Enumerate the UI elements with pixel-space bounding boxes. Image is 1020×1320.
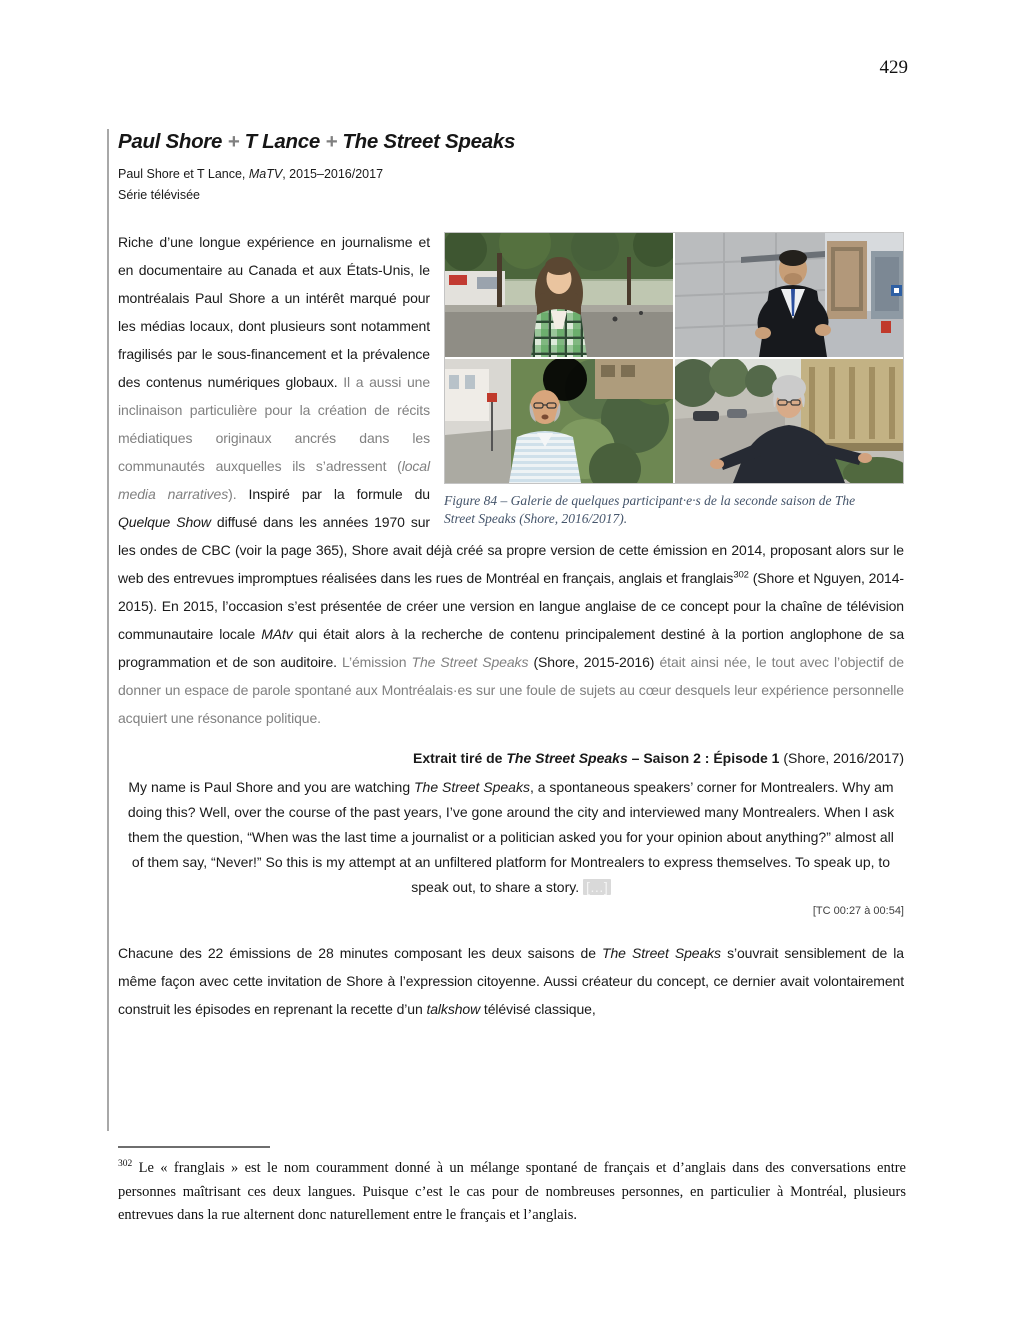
subtitle-channel: MaTV (248, 167, 283, 181)
p2-show-title-gray: The Street Speaks (411, 654, 529, 670)
quote-text-1: My name is Paul Shore and you are watching (128, 779, 414, 795)
quote-text-2: , a spontaneous speakers’ corner for Montrealers. Why am doing this? Well, over the course of the past years, I’ve gone around the city and interviewed many Montrealers. When I ask them the question, “When was the last time a journalist or a politician asked you for your opinion about anything?” almost all of them say, “Never!” So this is my attempt at an unfiltered platform for Montrealers to express themselves. To speak up, to speak out, to share a story. (127, 779, 895, 895)
quote-show-title: The Street Speaks (414, 779, 530, 795)
p2-j-gray: était ainsi née, le tout avec l’objectif de donner un espace de parole spontané aux Montréalais·es sur une foule de sujets au cœur desquels leur expérience personnelle acquiert une résonance politique. (118, 654, 904, 726)
quote-heading (118, 750, 904, 766)
figure-caption: Figure 84 – Galerie de quelques participant·e·s de la seconde saison de The Street Speaks (Shore, 2016/2017). (444, 493, 856, 526)
p2-matv: MAtv (261, 626, 293, 642)
p2-citation: (Shore, 2015-2016) (528, 654, 660, 670)
margin-rule (107, 129, 109, 1131)
footnote-block (118, 1146, 906, 1228)
quote-head-title: The Street Speaks (506, 750, 628, 766)
subtitle-authors: Paul Shore et T Lance, (118, 167, 249, 181)
page-content (118, 130, 904, 1023)
p3-show-title: The Street Speaks (602, 945, 721, 961)
p2-d: (Shore et Nguyen, 2014-2015). En 2015, l’occasion s’est présentée de créer une version en langue anglaise de ce concept pour la chaîne de télévision communautaire locale (118, 570, 904, 642)
footnote-302 (118, 1157, 906, 1228)
p2-quelque-show: Quelque Show (118, 514, 211, 530)
p2-c: diffusé dans les années 1970 sur les ondes de CBC (voir la page 365), Shore avait déjà créé sa propre version de cette émission en 2014, proposant alors sur le web des entrevues impromptues réalisées dans les rues de Montréal en français, anglais et franglais (118, 514, 904, 586)
p3-e: télévisé classique, (480, 1001, 596, 1017)
quote-head-label: Extrait tiré de (412, 750, 507, 766)
p1-black: Riche d’une longue expérience en journalisme et en documentaire au Canada et aux États-Unis, le montréalais Paul Shore a un intérêt marqué pour les médias locaux, dont plusieurs sont notamment fragilisés par le sous-financement et la prévalence des contenus numériques globaux. (118, 234, 430, 390)
photo-woman-gray-hair-dark-blouse-street (675, 359, 903, 483)
photo-older-man-striped-polo-greenery (445, 359, 673, 483)
figure-image-gallery (444, 232, 904, 484)
block-quote (124, 775, 898, 900)
entry-subtitle (118, 167, 904, 181)
title-part-3: The Street Speaks (342, 130, 516, 153)
title-part-2: T Lance (244, 130, 320, 153)
page-number: 429 (879, 57, 908, 78)
main-text-flow (118, 228, 904, 1023)
p1-gray-close: ). (228, 486, 249, 502)
p2-f: qui était alors à la recherche de contenu principalement destiné à la portion anglophone de sa programmation et de son auditoire. (118, 626, 905, 670)
footnote-text: Le « franglais » est le nom couramment donné à un mélange spontané de français et d’anglais dans des conversations entre personnes maîtrisant ces deux langues. Puisque c’est le cas pour de nombreuses personnes, en particulier à Montréal, plusieurs entrevues dans la rue alternent donc naturellement entre le français et l’anglais. (118, 1160, 906, 1223)
figure-84 (444, 232, 904, 527)
p3-c: s’ouvrait sensiblement de la même façon avec cette invitation de Shore à l’expression citoyenne. Aussi créateur du concept, ce dernier avait volontairement construit les épisodes en reprenant la recette d’un (118, 945, 904, 1017)
entry-type: Série télévisée (118, 188, 200, 202)
p2-emission-gray: L’émission (342, 654, 412, 670)
photo-woman-plaid-shirt-park (445, 233, 673, 357)
p3-a: Chacune des 22 émissions de 28 minutes composant les deux saisons de (118, 945, 603, 961)
p1-gray: Il a aussi une inclinaison particulière pour la création de récits médiatiques originaux ancrés dans les communautés auxquelles ils s’adressent ( (118, 374, 431, 474)
title-plus-1: + (222, 130, 245, 153)
quote-head-citation: (Shore, 2016/2017) (783, 750, 904, 766)
title-plus-2: + (319, 130, 343, 153)
p1-gray-italic: local media narratives (118, 458, 430, 502)
entry-title (118, 130, 904, 154)
p2-a: Inspiré par la formule du (248, 486, 430, 502)
subtitle-years: , 2015–2016/2017 (282, 167, 384, 181)
title-part-1: Paul Shore (118, 130, 223, 153)
footnote-reference[interactable]: 302 (733, 569, 749, 581)
p3-talkshow: talkshow (426, 1001, 481, 1017)
paragraph-closing (118, 939, 904, 1023)
quote-head-episode: – Saison 2 : Épisode 1 (627, 750, 784, 766)
photo-man-dark-suit-blue-tie-street (675, 233, 903, 357)
ellipsis-field: […] (583, 879, 611, 895)
timecode-label: [TC 00:27 à 00:54] (812, 905, 904, 917)
footnote-separator (118, 1146, 270, 1148)
footnote-number: 302 (118, 1159, 133, 1170)
